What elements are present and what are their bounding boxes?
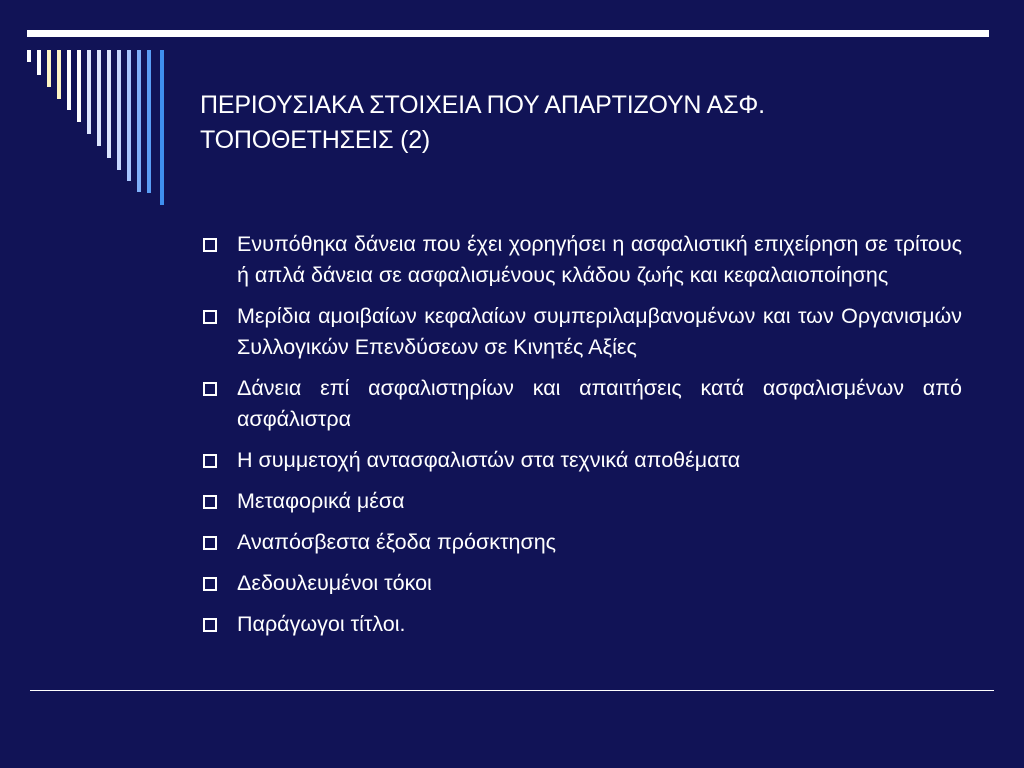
hollow-square-icon bbox=[203, 454, 217, 468]
decor-bar bbox=[160, 50, 164, 205]
bullet-item bbox=[200, 445, 962, 476]
top-rule bbox=[27, 30, 989, 37]
slide-title bbox=[200, 88, 960, 158]
decor-bar bbox=[47, 50, 51, 87]
bottom-rule bbox=[30, 690, 994, 691]
bullet-text: Ενυπόθηκα δάνεια που έχει χορηγήσει η ασφαλιστική επιχείρηση σε τρίτους ή απλά δάνεια σε ασφαλισμένους κλάδου ζωής και κεφαλαιοποίησης bbox=[237, 232, 962, 287]
bullet-item bbox=[200, 609, 962, 640]
decor-bar bbox=[127, 50, 131, 181]
bullet-text: Δάνεια επί ασφαλιστηρίων και απαιτήσεις κατά ασφαλισμένων από ασφάλιστρα bbox=[237, 376, 962, 431]
slide-title-line-1: ΠΕΡΙΟΥΣΙΑΚΑ ΣΤΟΙΧΕΙΑ ΠΟΥ ΑΠΑΡΤΙΖΟΥΝ ΑΣΦ. bbox=[200, 91, 765, 119]
bullet-text: Παράγωγοι τίτλοι. bbox=[237, 612, 406, 636]
bullet-text: Μερίδια αμοιβαίων κεφαλαίων συμπεριλαμβανομένων και των Οργανισμών Συλλογικών Επενδύσεων σε Κινητές Αξίες bbox=[237, 304, 962, 359]
hollow-square-icon bbox=[203, 618, 217, 632]
bullet-text: Δεδουλευμένοι τόκοι bbox=[237, 571, 432, 595]
bullet-text: Η συμμετοχή αντασφαλιστών στα τεχνικά αποθέματα bbox=[237, 448, 741, 472]
bullet-item bbox=[200, 229, 962, 291]
decor-bar bbox=[97, 50, 101, 146]
hollow-square-icon bbox=[203, 577, 217, 591]
slide-title-line-2: ΤΟΠΟΘΕΤΗΣΕΙΣ (2) bbox=[200, 126, 431, 154]
decor-bar bbox=[37, 50, 41, 75]
decor-bar bbox=[137, 50, 141, 192]
bullet-item bbox=[200, 301, 962, 363]
decor-bar bbox=[27, 50, 31, 62]
hollow-square-icon bbox=[203, 310, 217, 324]
bullet-item bbox=[200, 486, 962, 517]
decor-bar bbox=[147, 50, 151, 193]
decor-bar bbox=[87, 50, 91, 134]
hollow-square-icon bbox=[203, 382, 217, 396]
hollow-square-icon bbox=[203, 238, 217, 252]
bullet-item bbox=[200, 527, 962, 558]
decor-bar bbox=[67, 50, 71, 110]
bullet-list bbox=[200, 229, 962, 650]
hollow-square-icon bbox=[203, 536, 217, 550]
bullet-text: Αναπόσβεστα έξοδα πρόσκτησης bbox=[237, 530, 557, 554]
bullet-item bbox=[200, 373, 962, 435]
decor-bar bbox=[107, 50, 111, 158]
hollow-square-icon bbox=[203, 495, 217, 509]
decor-bar bbox=[77, 50, 81, 122]
bullet-text: Μεταφορικά μέσα bbox=[237, 489, 405, 513]
decor-bar bbox=[117, 50, 121, 170]
decor-bar bbox=[57, 50, 61, 99]
bullet-item bbox=[200, 568, 962, 599]
